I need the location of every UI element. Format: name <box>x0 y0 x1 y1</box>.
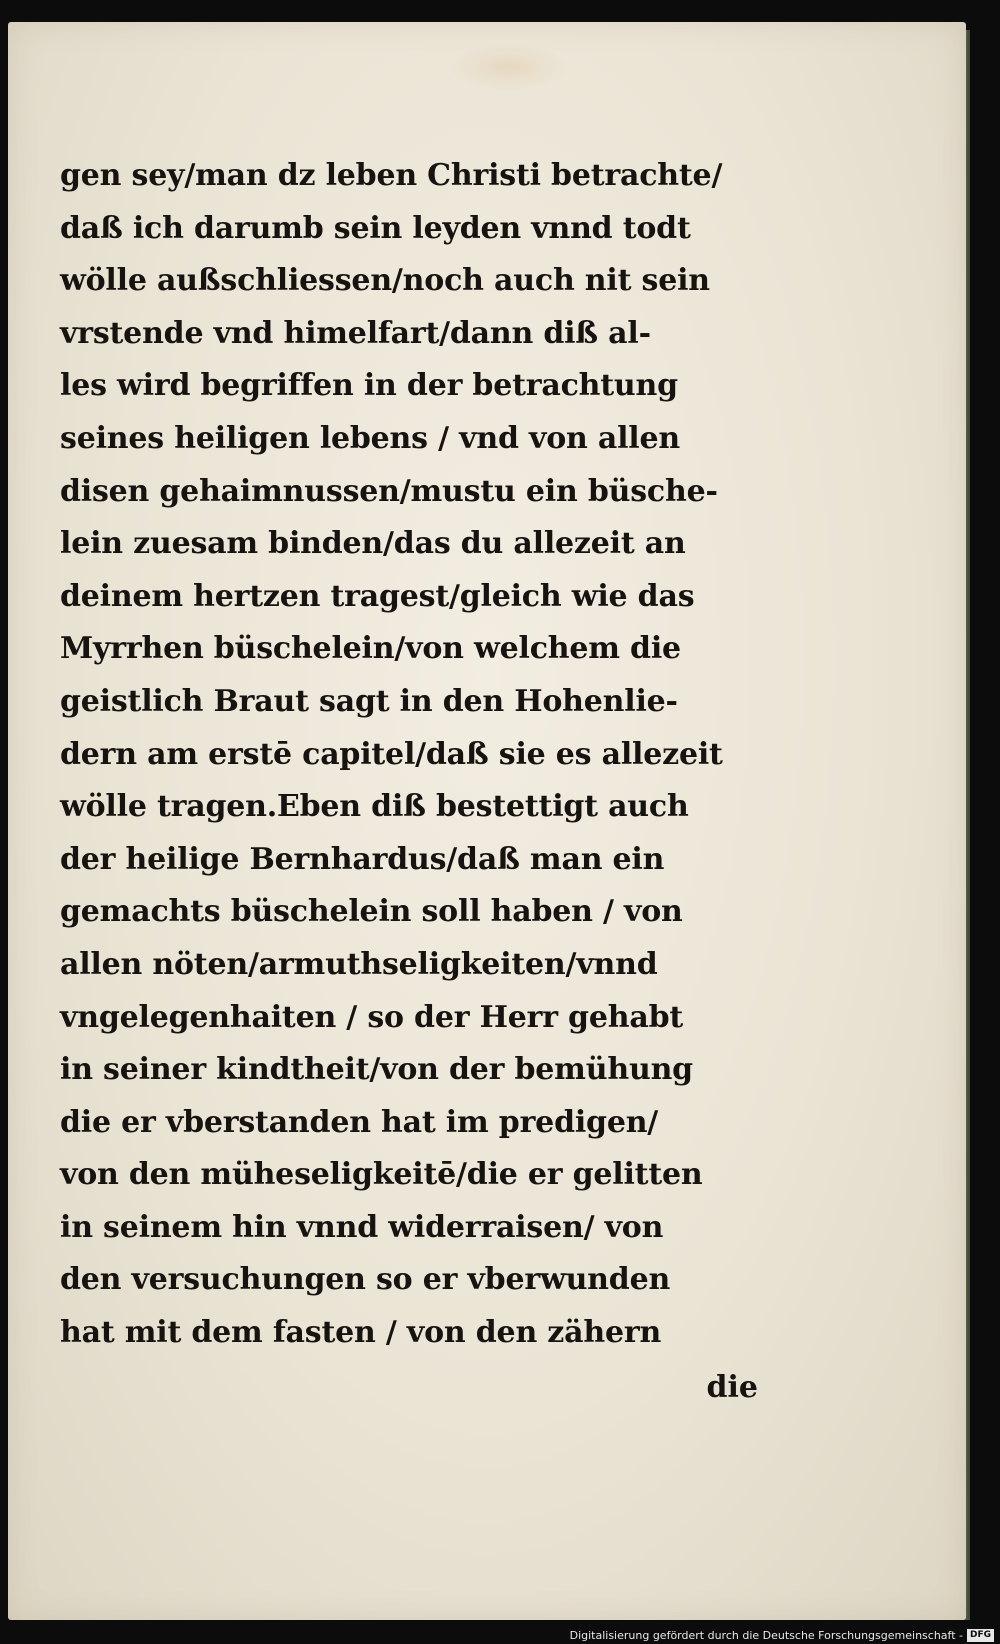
text-line: in seinem hin vnnd widerraisen/ von <box>60 1209 664 1245</box>
text-line: deinem hertzen tragest/gleich wie das <box>60 578 695 614</box>
text-line: gemachts büschelein soll haben / von <box>60 894 683 930</box>
text-line: wölle tragen.Eben diß bestettigt auch <box>60 789 689 825</box>
text-line: dern am erstē capitel/daß sie es allezeit <box>60 736 723 772</box>
text-line: den versuchungen so er vberwunden <box>60 1262 671 1298</box>
body-text <box>60 150 760 1360</box>
text-line: die er vberstanden hat im predigen/ <box>60 1104 659 1140</box>
book-page <box>8 22 966 1620</box>
text-line: allen nöten/armuthseligkeiten/vnnd <box>60 946 658 982</box>
text-line: seines heiligen lebens / vnd von allen <box>60 420 680 456</box>
text-line: von den müheseligkeitē/die er gelitten <box>60 1157 703 1193</box>
text-line: lein zuesam binden/das du allezeit an <box>60 526 686 562</box>
text-line: der heilige Bernhardus/daß man ein <box>60 841 665 877</box>
catchword: die <box>706 1370 758 1405</box>
text-line: wölle außschliessen/noch auch nit sein <box>60 263 710 299</box>
text-line: disen gehaimnussen/mustu ein büsche- <box>60 473 718 509</box>
dfg-logo-icon: DFG <box>967 1629 994 1642</box>
text-line: in seiner kindtheit/von der bemühung <box>60 1052 693 1088</box>
text-line: hat mit dem fasten / von den zähern <box>60 1315 662 1351</box>
text-line: geistlich Braut sagt in den Hohenlie- <box>60 683 678 719</box>
text-line: daß ich darumb sein leyden vnnd todt <box>60 210 691 246</box>
funding-notice <box>569 1626 1000 1644</box>
paper-stain <box>448 42 568 92</box>
text-line: Myrrhen büschelein/von welchem die <box>60 631 681 667</box>
funding-text: Digitalisierung gefördert durch die Deutsche Forschungsgemeinschaft - <box>569 1628 963 1642</box>
text-line: vngelegenhaiten / so der Herr gehabt <box>60 999 684 1035</box>
text-line: gen sey/man dz leben Christi betrachte/ <box>60 158 723 193</box>
text-line: les wird begriffen in der betrachtung <box>60 368 678 404</box>
text-line: vrstende vnd himelfart/dann diß al- <box>60 315 651 351</box>
